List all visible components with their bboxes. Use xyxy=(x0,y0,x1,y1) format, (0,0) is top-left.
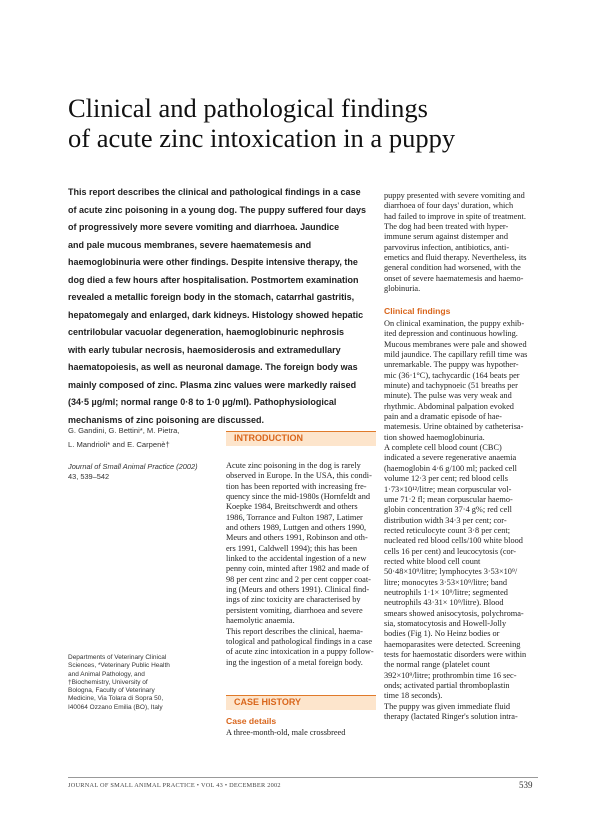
text-line: quency since the mid-1980s (Hornfeldt and xyxy=(226,492,371,502)
text-line: L. Mandrioli* and E. Carpenè† xyxy=(68,440,170,449)
text-line: and pale mucous membranes, severe haematemesis and xyxy=(68,239,312,250)
text-line: Meurs and others 1991, Robinson and oth- xyxy=(226,533,368,543)
text-line: linked to the accidental ingestion of a new xyxy=(226,554,367,564)
text-line: On clinical examination, the puppy exhib- xyxy=(384,319,525,328)
text-line: The puppy was given immediate fluid xyxy=(384,701,511,711)
text-line: emetics and fluid therapy. Nevertheless, its xyxy=(384,253,527,263)
text-line: 1·73×10¹²/litre; mean corpuscular vol- xyxy=(384,484,512,494)
running-footer: JOURNAL OF SMALL ANIMAL PRACTICE • VOL 43 • DECEMBER 2002 xyxy=(68,782,281,789)
text-line: ume 71·2 fl; mean corpuscular haemo- xyxy=(384,494,513,504)
text-line: globin concentration 37·4 g%; red cell xyxy=(384,505,512,515)
text-line: indicated a severe regenerative anaemia xyxy=(384,453,517,463)
footer-divider xyxy=(68,777,538,778)
text-line: Sciences, *Veterinary Public Health xyxy=(68,662,170,670)
text-line: mainly composed of zinc. Plasma zinc values were markedly raised xyxy=(68,379,357,390)
article-title xyxy=(68,93,538,153)
clinical-findings-heading: Clinical findings xyxy=(384,306,451,316)
text-line: pain and a dramatic episode of hae- xyxy=(384,412,502,422)
text-line: tion has been reported with increasing fre- xyxy=(226,481,367,491)
text-line: rected white blood cell count xyxy=(384,556,481,566)
text-line: neutrophils 1·1× 10⁹/litre; segmented xyxy=(384,587,508,597)
text-line: ings of zinc toxicity are characterised by xyxy=(226,595,361,605)
text-line: This report describes the clinical, haema- xyxy=(226,626,363,636)
text-line: and others 1989, Luttgen and others 1990, xyxy=(226,523,367,533)
author-affiliations xyxy=(68,654,218,712)
text-line: ited depression and continuous howling. xyxy=(384,329,518,339)
text-line: the normal range (platelet count xyxy=(384,660,490,670)
text-line: bodies (Fig 1). No Heinz bodies or xyxy=(384,629,500,639)
text-line: tion showed haemoglobinuria. xyxy=(384,432,485,442)
text-line: mechanisms of zinc poisoning are discussed. xyxy=(68,414,265,425)
text-line: observed in Europe. In the USA, this condi- xyxy=(226,471,372,481)
abstract xyxy=(68,184,380,429)
text-line: immune serum against distemper and xyxy=(384,232,508,242)
text-line: haematopoiesis, as well as neuronal damage. The foreign body was xyxy=(68,362,358,372)
text-line: of acute zinc intoxication in a puppy xyxy=(68,123,456,153)
text-line: sia, stomatocytosis and Howell-Jolly xyxy=(384,618,507,628)
text-line: with early tubular necrosis, haemosiderosis and extramedullary xyxy=(68,344,341,355)
text-line: distribution width 34·3 per cent; cor- xyxy=(384,515,507,525)
text-line: ers 1991, Caldwell 1994); this has been xyxy=(226,543,358,553)
text-line: litre; monocytes 3·53×10⁹/litre; band xyxy=(384,577,508,587)
text-line: rected reticulocyte count 3·8 per cent; xyxy=(384,525,511,535)
text-line: G. Gandini, G. Bettini*, M. Pietra, xyxy=(68,426,180,435)
text-line: 50·48×10⁹/litre; lymphocytes 3·53×10⁹/ xyxy=(384,567,518,577)
text-line: diarrhoea of four days' duration, which xyxy=(384,201,514,211)
text-line: 98 per cent zinc and 2 per cent copper coat- xyxy=(226,574,371,584)
text-line: 1986, Torrance and Fulton 1987, Latimer xyxy=(226,512,363,522)
text-line: haemolytic anaemia. xyxy=(226,616,295,626)
text-line: †Biochemistry, University of xyxy=(68,678,148,686)
text-line: centrilobular vacuolar degeneration, haemoglobinuric nephrosis xyxy=(68,327,345,337)
text-line: ing (Meurs and others 1991). Clinical find- xyxy=(226,585,370,595)
text-line: revealed a metallic foreign body in the stomach, catarrhal gastritis, xyxy=(68,292,355,302)
text-line: A three-month-old, male crossbreed xyxy=(226,728,346,737)
text-line: puppy presented with severe vomiting and xyxy=(384,191,525,200)
text-line: minute) and tachypnoeic (51 breaths per xyxy=(384,381,518,391)
text-line: tological and pathological findings in a case xyxy=(226,636,373,646)
text-line: minute). The pulse was very weak and xyxy=(384,391,512,401)
text-line: haemoparasites were detected. Screening xyxy=(384,639,521,649)
text-line: tests for haemostatic disorders were within xyxy=(384,650,527,659)
case-details-continued-text xyxy=(384,191,534,294)
text-line: Koepke 1984, Breitschwerdt and others xyxy=(226,502,358,512)
text-line: Medicine, Via Tolara di Sopra 50, xyxy=(68,695,164,703)
text-line: I40064 Ozzano Emilia (BO), Italy xyxy=(68,703,163,711)
text-line: and Animal Pathology, and xyxy=(68,670,145,678)
text-line: hepatomegaly and enlarged, dark kidneys. Histology showed hepatic xyxy=(68,309,364,320)
journal-name: Journal of Small Animal Practice (2002) xyxy=(68,462,198,471)
text-line: onds; activated partial thromboplastin xyxy=(384,681,510,691)
text-line: neutrophils 43·31× 10⁹/litre). Blood xyxy=(384,598,504,608)
case-details-heading: Case details xyxy=(226,716,277,726)
text-line: of progressively more severe vomiting and diarrhoea. Jaundice xyxy=(68,222,340,232)
text-line: (34·5 µg/ml; normal range 0·8 to 1·0 µg/ml). Pathophysiological xyxy=(68,397,337,407)
text-line: 392×10⁹/litre; prothrombin time 16 sec- xyxy=(384,670,517,680)
text-line: (haemoglobin 4·6 g/100 ml; packed cell xyxy=(384,463,517,473)
text-line: smears showed anisocytosis, polychroma- xyxy=(384,608,524,618)
author-list xyxy=(68,424,218,452)
text-line: general condition had worsened, with the xyxy=(384,263,521,273)
text-line: haemoglobinuria were other findings. Despite intensive therapy, the xyxy=(68,257,358,267)
text-line: persistent vomiting, diarrhoea and severe xyxy=(226,605,363,615)
text-line: ing the ingestion of a metal foreign body. xyxy=(226,657,363,667)
clinical-findings-text xyxy=(384,319,534,722)
text-line: cells 16 per cent) and leucocytosis (cor- xyxy=(384,546,517,556)
text-line: This report describes the clinical and pathological findings in a case xyxy=(68,187,361,197)
text-line: parvovirus infection, antibiotics, anti- xyxy=(384,242,510,252)
text-line: of acute zinc intoxication in a puppy follow- xyxy=(226,647,374,657)
text-line: mic (36·1°C), tachycardic (164 beats per xyxy=(384,370,520,380)
text-line: Mucous membranes were pale and showed xyxy=(384,339,527,349)
text-line: Bologna, Faculty of Veterinary xyxy=(68,687,155,695)
text-line: rhythmic. Abdominal palpation evoked xyxy=(384,401,514,411)
text-line: nucleated red blood cells/100 white blood xyxy=(384,536,523,546)
text-line: Acute zinc poisoning in the dog is rarely xyxy=(226,461,361,470)
journal-volume-pages: 43, 539–542 xyxy=(68,471,110,481)
text-line: dog died a few hours after hospitalisation. Postmortem examination xyxy=(68,274,359,285)
text-line: Clinical and pathological findings xyxy=(68,93,428,123)
text-line: globinuria. xyxy=(384,284,421,294)
text-line: Departments of Veterinary Clinical xyxy=(68,654,167,661)
text-line: A complete cell blood count (CBC) xyxy=(384,443,502,453)
text-line: of acute zinc poisoning in a young dog. The puppy suffered four days xyxy=(68,204,367,215)
text-line: mild jaundice. The capillary refill time was xyxy=(384,350,528,360)
introduction-heading: INTRODUCTION xyxy=(226,431,376,446)
case-history-heading: CASE HISTORY xyxy=(226,695,376,710)
text-line: The dog had been treated with hyper- xyxy=(384,222,509,232)
journal-citation xyxy=(68,462,218,481)
text-line: matemesis. Urine obtained by catheterisa- xyxy=(384,422,524,432)
text-line: onset of severe haematemesis and haemo- xyxy=(384,273,524,283)
text-line: time 18 seconds). xyxy=(384,691,443,701)
introduction-text xyxy=(226,461,376,668)
text-line: had failed to improve in spite of treatment. xyxy=(384,211,526,221)
page-number: 539 xyxy=(519,780,533,790)
case-details-text xyxy=(226,728,376,738)
text-line: therapy (lactated Ringer's solution intra- xyxy=(384,712,518,722)
text-line: volume 12·3 per cent; red blood cells xyxy=(384,474,508,484)
text-line: unremarkable. The puppy was hypother- xyxy=(384,360,519,370)
text-line: penny coin, minted after 1982 and made of xyxy=(226,564,369,574)
